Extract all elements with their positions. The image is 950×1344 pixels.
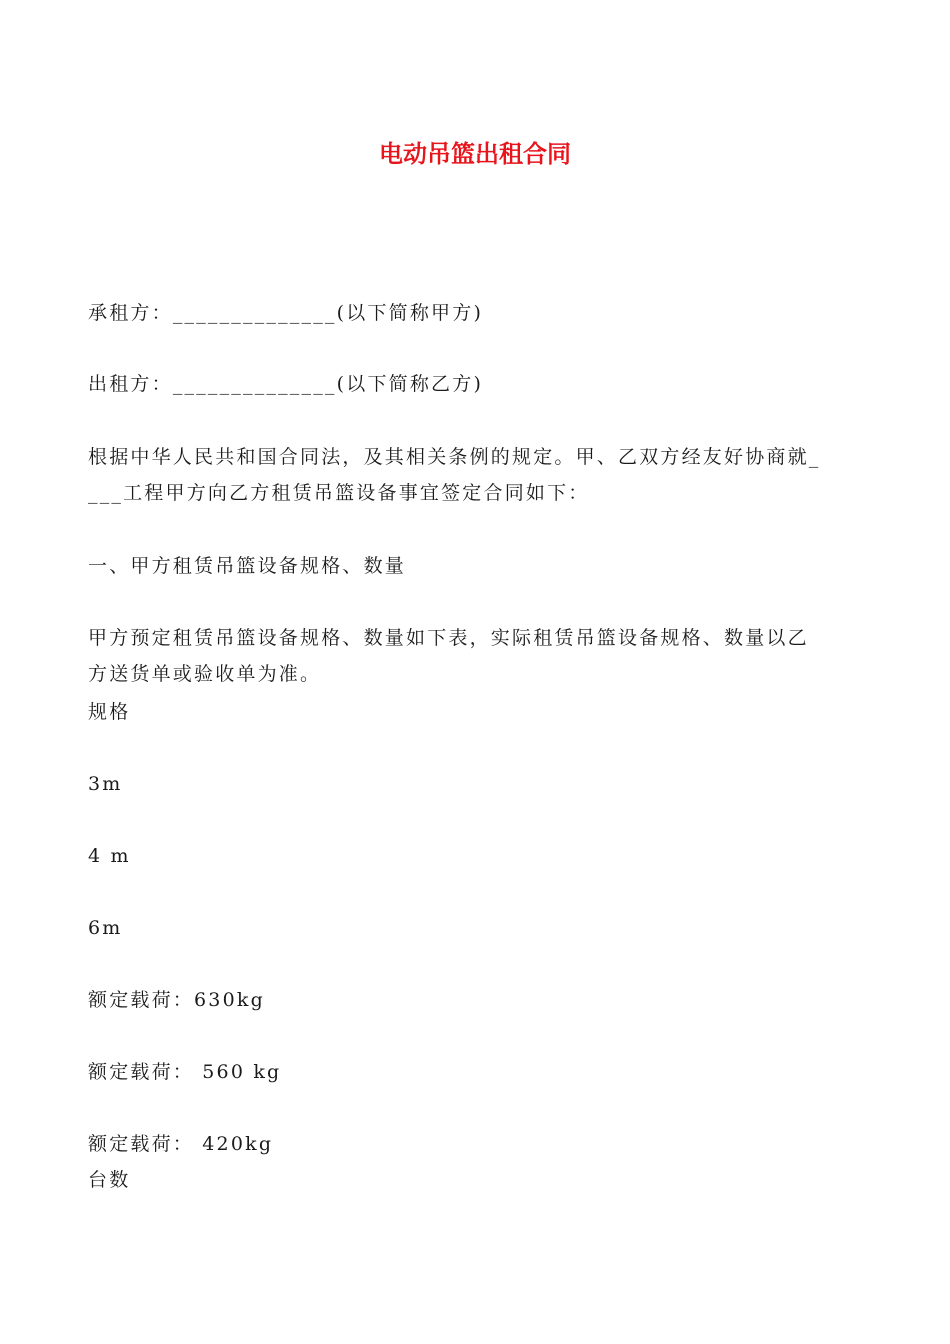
lessee-label: 承租方： xyxy=(88,302,173,324)
count-header: 台数 xyxy=(88,1169,131,1191)
lessee-blank: ______________ xyxy=(172,302,337,324)
lessee-suffix: (以下简称甲方) xyxy=(336,302,484,324)
section-1-line-2: 方送货单或验收单为准。 xyxy=(88,663,322,685)
spec-item: 4 m xyxy=(88,845,131,867)
lessor-line xyxy=(88,366,483,402)
load-item: 额定载荷： 560 kg xyxy=(88,1061,282,1083)
section-1-line-1: 甲方预定租赁吊篮设备规格、数量如下表，实际租赁吊篮设备规格、数量以乙 xyxy=(88,627,809,649)
document-title: 电动吊篮出租合同 xyxy=(379,140,571,168)
lessor-suffix: (以下简称乙方) xyxy=(336,373,484,395)
load-item: 额定载荷：630kg xyxy=(88,989,265,1011)
lessee-line xyxy=(88,295,483,331)
spec-header: 规格 xyxy=(88,701,131,723)
spec-item: 6m xyxy=(88,917,123,939)
spec-item: 3m xyxy=(88,773,123,795)
section-1-heading: 一、甲方租赁吊篮设备规格、数量 xyxy=(88,555,407,577)
load-item: 额定载荷： 420kg xyxy=(88,1133,274,1155)
lessor-label: 出租方： xyxy=(88,373,173,395)
intro-line-1: 根据中华人民共和国合同法，及其相关条例的规定。甲、乙双方经友好协商就_ xyxy=(88,446,821,468)
intro-line-2: ___工程甲方向乙方租赁吊篮设备事宜签定合同如下： xyxy=(88,482,590,504)
lessor-blank: ______________ xyxy=(172,373,337,395)
